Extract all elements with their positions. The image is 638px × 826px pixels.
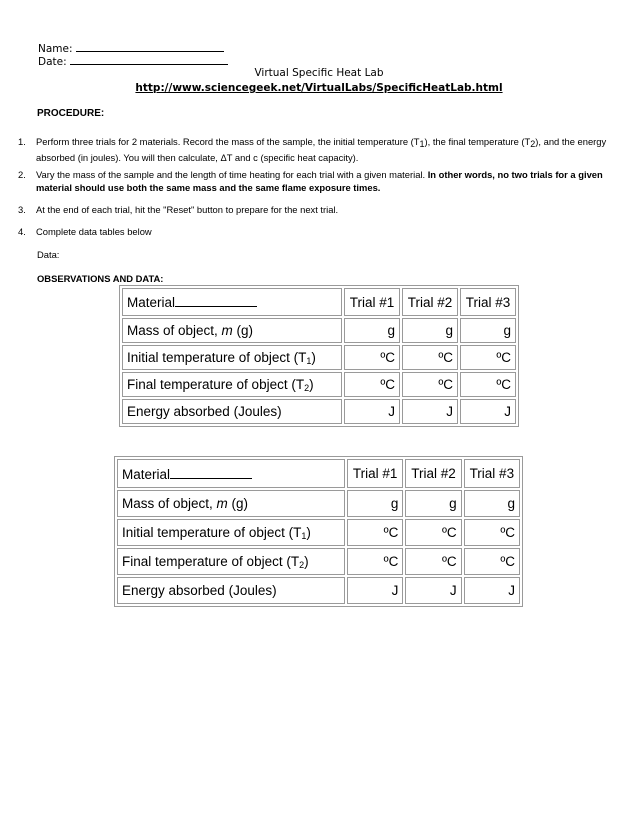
step-number: 1. bbox=[18, 136, 26, 147]
data-cell[interactable]: ºC bbox=[460, 372, 516, 397]
row-label-mass: Mass of object, m (g) bbox=[117, 490, 345, 517]
data-cell[interactable]: J bbox=[344, 399, 400, 424]
table-row bbox=[122, 318, 516, 343]
name-blank-line[interactable] bbox=[76, 40, 224, 52]
data-cell[interactable]: g bbox=[402, 318, 458, 343]
data-cell[interactable]: J bbox=[405, 577, 461, 604]
observations-heading: OBSERVATIONS AND DATA: bbox=[37, 273, 164, 284]
step-text: Complete data tables below bbox=[36, 226, 152, 237]
trial-2-header: Trial #2 bbox=[402, 288, 458, 316]
data-cell[interactable]: J bbox=[464, 577, 520, 604]
step-number: 3. bbox=[18, 204, 26, 215]
date-field bbox=[38, 53, 228, 68]
step-text: At the end of each trial, hit the "Reset" button to prepare for the next trial. bbox=[36, 204, 339, 215]
data-cell[interactable]: g bbox=[405, 490, 461, 517]
step-text: Vary the mass of the sample and the length of time heating for each trial with a given material. In other words, no two trials for a given material should use both the same mass and the same flame exposure times. bbox=[36, 169, 603, 193]
table-row bbox=[122, 372, 516, 397]
data-cell[interactable]: ºC bbox=[344, 372, 400, 397]
procedure-step-3 bbox=[18, 203, 608, 216]
data-cell[interactable]: ºC bbox=[402, 372, 458, 397]
procedure-step-4 bbox=[18, 225, 608, 238]
data-cell[interactable]: g bbox=[347, 490, 403, 517]
data-cell[interactable]: ºC bbox=[464, 548, 520, 575]
data-cell[interactable]: ºC bbox=[347, 548, 403, 575]
table-row bbox=[117, 490, 520, 517]
data-cell[interactable]: ºC bbox=[347, 519, 403, 546]
table-row bbox=[117, 548, 520, 575]
material-header-cell[interactable]: Material bbox=[117, 459, 345, 488]
step-number: 4. bbox=[18, 226, 26, 237]
table-row bbox=[117, 519, 520, 546]
data-label: Data: bbox=[37, 249, 60, 260]
trial-1-header: Trial #1 bbox=[344, 288, 400, 316]
trial-2-header: Trial #2 bbox=[405, 459, 461, 488]
data-cell[interactable]: J bbox=[347, 577, 403, 604]
date-label: Date: bbox=[38, 56, 67, 68]
material-blank-line bbox=[170, 466, 252, 479]
table-header-row bbox=[122, 288, 516, 316]
data-cell[interactable]: g bbox=[344, 318, 400, 343]
data-cell[interactable]: ºC bbox=[344, 345, 400, 370]
row-label-final-temp: Final temperature of object $(T_2)$ bbox=[122, 372, 342, 397]
row-label-energy: Energy absorbed (Joules) bbox=[122, 399, 342, 424]
step-number: 2. bbox=[18, 169, 26, 180]
row-label-initial-temp: Initial temperature of object $(T_1)$ bbox=[117, 519, 345, 546]
row-label-final-temp: Final temperature of object $(T_2)$ bbox=[117, 548, 345, 575]
page-title: Virtual Specific Heat Lab bbox=[254, 67, 384, 79]
data-cell[interactable]: J bbox=[460, 399, 516, 424]
date-blank-line[interactable] bbox=[70, 53, 228, 65]
table-row bbox=[122, 399, 516, 424]
trial-3-header: Trial #3 bbox=[460, 288, 516, 316]
row-label-initial-temp: Initial temperature of object $(T_1)$ bbox=[122, 345, 342, 370]
name-label: Name: bbox=[38, 43, 73, 55]
data-cell[interactable]: ºC bbox=[402, 345, 458, 370]
trial-1-header: Trial #1 bbox=[347, 459, 403, 488]
data-cell[interactable]: ºC bbox=[405, 548, 461, 575]
material-header-cell[interactable]: Material bbox=[122, 288, 342, 316]
data-cell[interactable]: ºC bbox=[464, 519, 520, 546]
step-text: Perform three trials for 2 materials. Record the mass of the sample, the initial temperature $(T_1)$, the final temperature $(T_2)$, and the energy absorbed (in joules). You will then calculate, ΔT and c (specific heat capacity). bbox=[36, 136, 607, 163]
data-table-1 bbox=[119, 285, 519, 427]
table-row bbox=[122, 345, 516, 370]
trial-3-header: Trial #3 bbox=[464, 459, 520, 488]
table-header-row bbox=[117, 459, 520, 488]
lab-url-link[interactable]: http://www.sciencegeek.net/VirtualLabs/SpecificHeatLab.html bbox=[135, 82, 503, 94]
row-label-mass: Mass of object, m (g) bbox=[122, 318, 342, 343]
data-cell[interactable]: g bbox=[460, 318, 516, 343]
data-cell[interactable]: ºC bbox=[405, 519, 461, 546]
procedure-step-2 bbox=[18, 168, 608, 194]
material-blank-line bbox=[175, 294, 257, 307]
data-cell[interactable]: ºC bbox=[460, 345, 516, 370]
procedure-heading: PROCEDURE: bbox=[37, 108, 105, 119]
data-cell[interactable]: J bbox=[402, 399, 458, 424]
table-row bbox=[117, 577, 520, 604]
data-table-2 bbox=[114, 456, 523, 607]
procedure-step-1 bbox=[18, 135, 608, 164]
row-label-energy: Energy absorbed (Joules) bbox=[117, 577, 345, 604]
data-cell[interactable]: g bbox=[464, 490, 520, 517]
